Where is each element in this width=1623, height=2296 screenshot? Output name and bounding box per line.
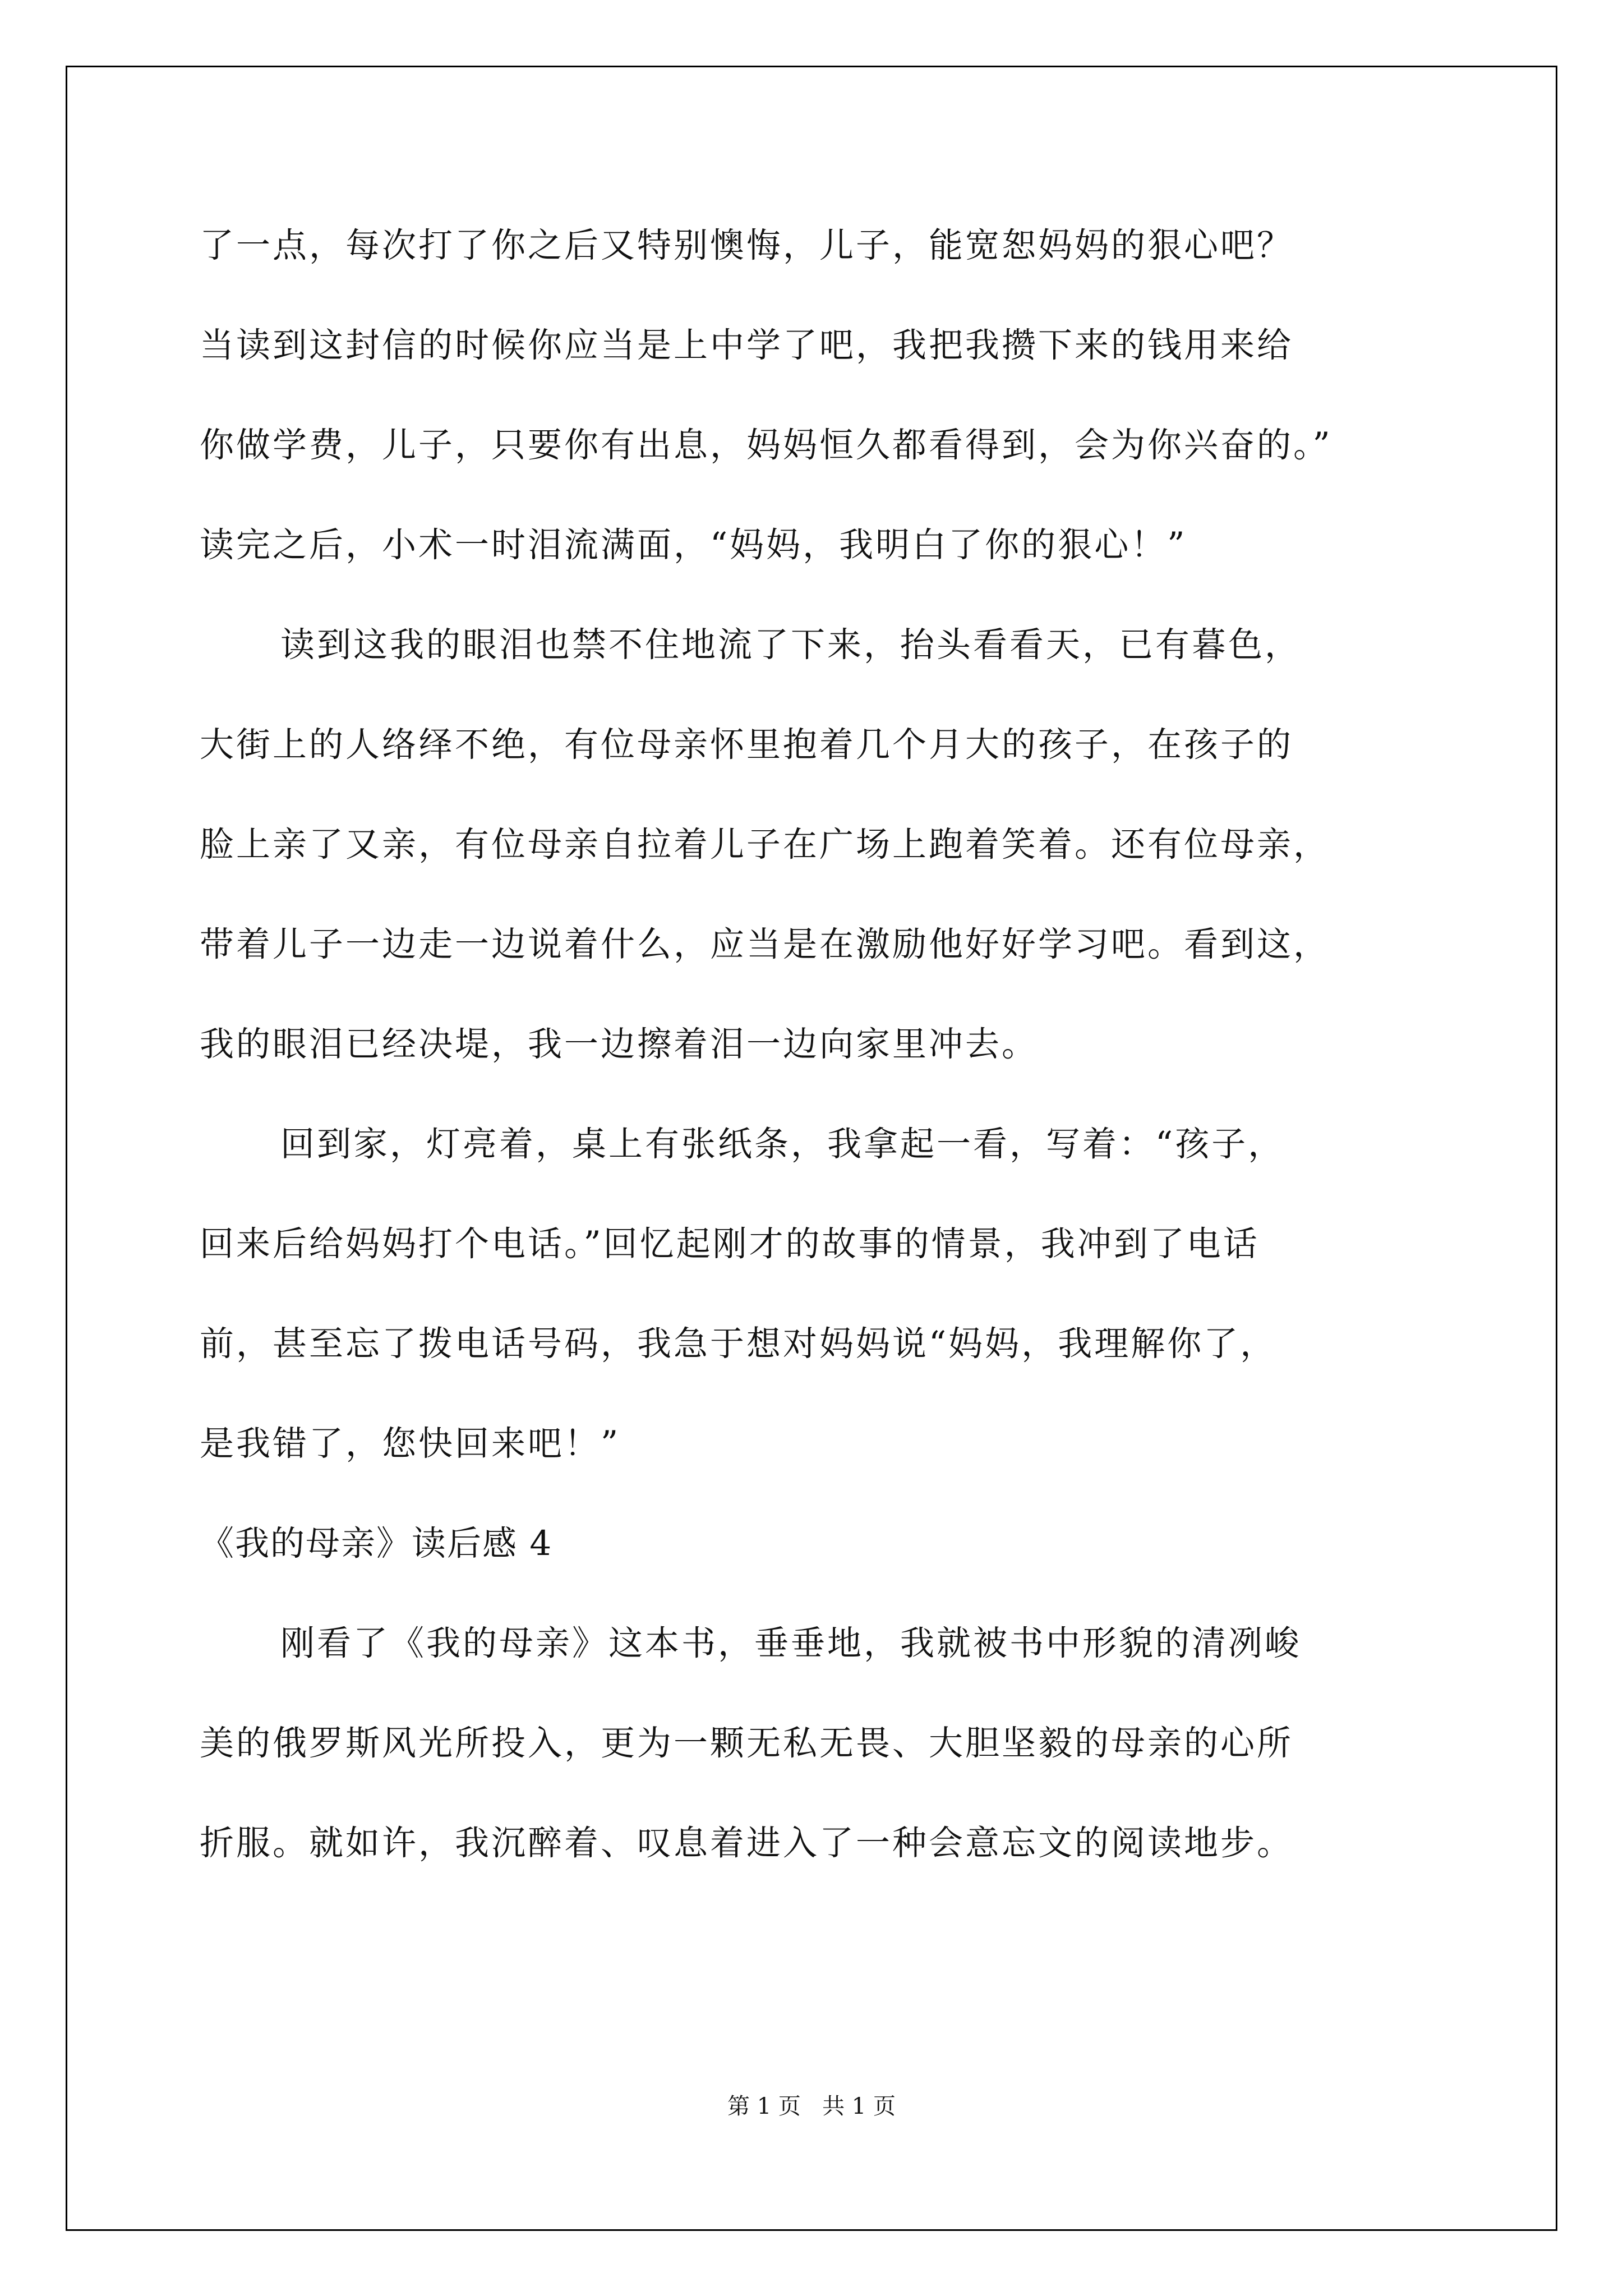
text-line: 美的俄罗斯风光所投入，更为一颗无私无畏、大胆坚毅的母亲的心所 — [200, 1723, 1294, 1763]
text-line: 折服。就如许，我沉醉着、叹息着进入了一种会意忘文的阅读地步。 — [200, 1823, 1294, 1863]
page-footer: 第 1 页 共 1 页 — [727, 2093, 896, 2119]
text-line: 是我错了，您快回来吧！” — [200, 1424, 621, 1464]
text-line: 我的眼泪已经决堤，我一边擦着泪一边向家里冲去。 — [200, 1024, 1039, 1064]
text-line: 大街上的人络绎不绝，有位母亲怀里抱着几个月大的孩子，在孩子的 — [200, 725, 1294, 765]
text-line: 读到这我的眼泪也禁不住地流了下来，抬头看看天，已有暮色， — [280, 625, 1302, 665]
text-line: 脸上亲了又亲，有位母亲自拉着儿子在广场上跑着笑着。还有位母亲， — [200, 825, 1330, 864]
text-line: 刚看了《我的母亲》这本书，垂垂地，我就被书中形貌的清冽峻 — [280, 1623, 1302, 1663]
text-line: 带着儿子一边走一边说着什么，应当是在激励他好好学习吧。看到这， — [200, 924, 1330, 964]
text-line: 你做学费，儿子，只要你有出息，妈妈恒久都看得到，会为你兴奋的。” — [200, 425, 1332, 465]
text-line: 前，甚至忘了拨电话号码，我急于想对妈妈说“妈妈，我理解你了， — [200, 1324, 1277, 1364]
text-line: 了一点，每次打了你之后又特别懊悔，儿子，能宽恕妈妈的狠心吧？ — [200, 226, 1294, 265]
text-line: 读完之后，小术一时泪流满面，“妈妈，我明白了你的狠心！” — [200, 525, 1187, 565]
text-line: 回来后给妈妈打个电话。”回忆起刚才的故事的情景，我冲到了电话 — [200, 1224, 1260, 1264]
section-heading: 《我的母亲》读后感 4 — [200, 1524, 553, 1563]
text-line: 回到家，灯亮着，桌上有张纸条，我拿起一看，写着：“孩子， — [280, 1124, 1285, 1164]
text-line: 当读到这封信的时候你应当是上中学了吧，我把我攒下来的钱用来给 — [200, 325, 1294, 365]
